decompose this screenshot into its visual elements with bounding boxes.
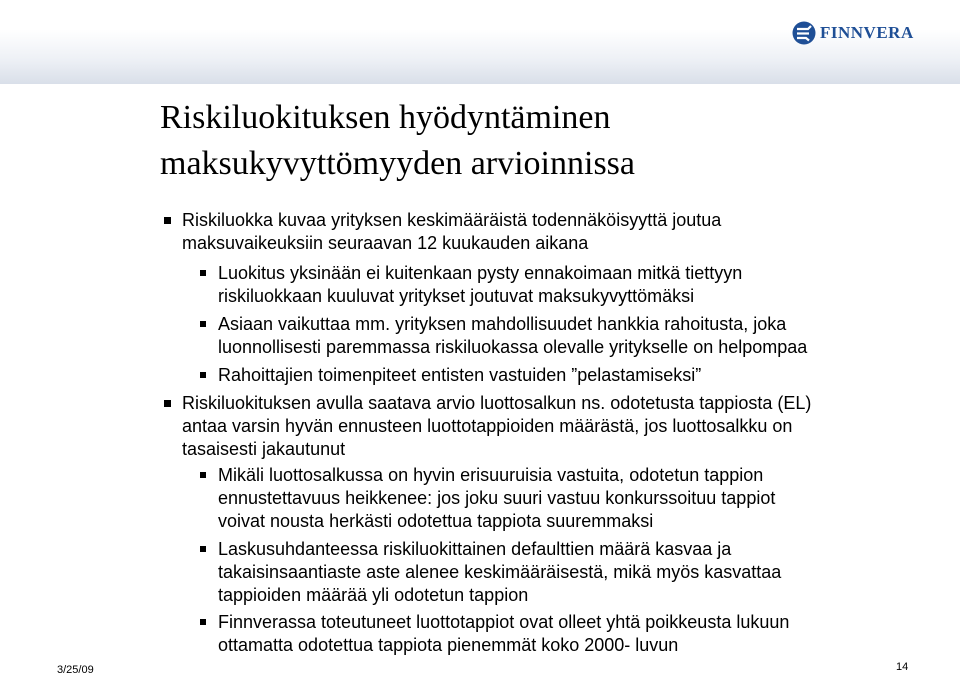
- bullet-item: Finnverassa toteutuneet luottotappiot ovat olleet yhtä poikkeusta lukuun ottamatta odotettua tappiota pienemmät koko 2000- luvun: [218, 611, 789, 657]
- page-number: 14: [896, 661, 909, 673]
- bullet-item: Asiaan vaikuttaa mm. yrityksen mahdollisuudet hankkia rahoitusta, joka luonnollisesti paremmassa riskiluokassa olevalle yritykselle on helpompaa: [218, 313, 807, 359]
- square-bullet-icon: [164, 217, 171, 224]
- title-line-1: Riskiluokituksen hyödyntäminen: [160, 99, 611, 136]
- logo-text: FINNVERA: [820, 23, 914, 42]
- square-bullet-icon: [164, 400, 171, 407]
- square-bullet-icon: [200, 619, 206, 625]
- finnvera-logo: [792, 20, 914, 46]
- square-bullet-icon: [200, 472, 206, 478]
- title-line-2: maksukyvyttömyyden arvioinnissa: [160, 145, 636, 182]
- footer-date: 3/25/09: [57, 664, 94, 676]
- square-bullet-icon: [200, 372, 206, 378]
- bullet-item: Luokitus yksinään ei kuitenkaan pysty ennakoimaan mitkä tiettyyn riskiluokkaan kuuluvat yritykset joutuvat maksukyvyttömäksi: [218, 262, 742, 308]
- bullet-item: Rahoittajien toimenpiteet entisten vastuiden ”pelastamiseksi”: [218, 364, 701, 387]
- slide-title: [160, 95, 860, 187]
- bullet-item: Riskiluokka kuvaa yrityksen keskimääräistä todennäköisyyttä joutua maksuvaikeuksiin seuraavan 12 kuukauden aikana: [182, 209, 721, 255]
- square-bullet-icon: [200, 270, 206, 276]
- bullet-item: Mikäli luottosalkussa on hyvin erisuuruisia vastuita, odotetun tappion ennustettavuus heikkenee: jos joku suuri vastuu konkurssoituu tappiot voivat nousta herkästi odotettua tappiota suuremmaksi: [218, 464, 775, 533]
- square-bullet-icon: [200, 321, 206, 327]
- bullet-item: Riskiluokituksen avulla saatava arvio luottosalkun ns. odotetusta tappiosta (EL) antaa varsin hyvän ennusteen luottotappioiden määrästä, jos luottosalkku on tasaisesti jakautunut: [182, 392, 811, 461]
- square-bullet-icon: [200, 546, 206, 552]
- finnvera-logo-icon: [792, 21, 816, 45]
- bullet-item: Laskusuhdanteessa riskiluokittainen defaulttien määrä kasvaa ja takaisinsaantiaste aste alenee keskimääräisestä, mikä myös kasvattaa tappioiden määrää yli odotetun tappion: [218, 538, 781, 607]
